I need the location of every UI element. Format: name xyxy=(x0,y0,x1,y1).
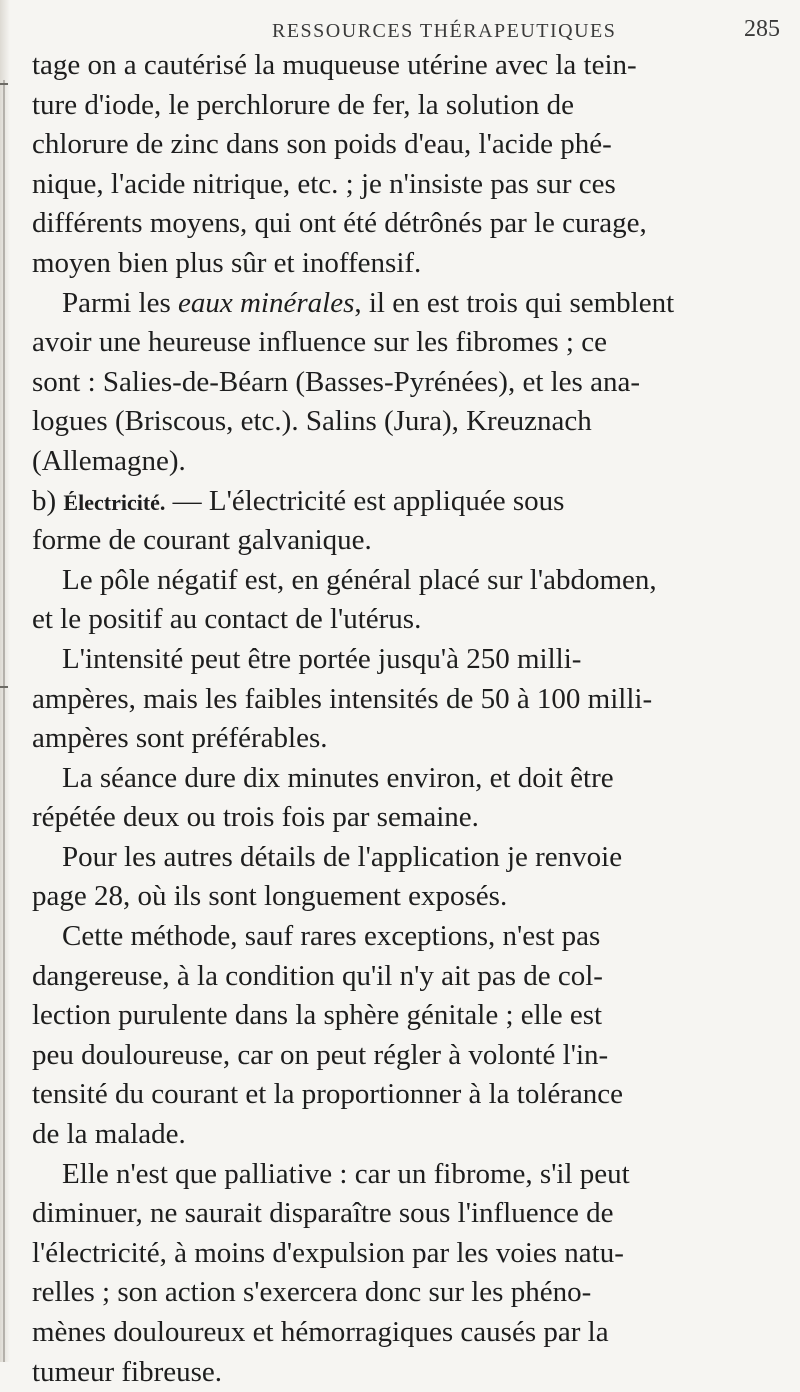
text-line: Parmi les eaux minérales, il en est trois qui semblent xyxy=(62,286,675,319)
text-line: Pour les autres détails de l'application je renvoie xyxy=(62,840,623,873)
text-line: sont : Salies-de-Béarn (Basses-Pyrénées), et les ana- xyxy=(32,365,640,398)
running-head xyxy=(32,6,782,46)
text-line: tage on a cautérisé la muqueuse utérine avec la tein- xyxy=(32,49,637,81)
text-line: dangereuse, à la condition qu'il n'y ait pas de col- xyxy=(32,959,603,992)
text-line: forme de courant galvanique. xyxy=(32,524,372,557)
section-heading: Électricité. xyxy=(63,489,166,515)
text-line: La séance dure dix minutes environ, et doit être xyxy=(62,761,614,794)
text-line: avoir une heureuse influence sur les fibromes ; ce xyxy=(32,326,607,359)
text-line: diminuer, ne saurait disparaître sous l'influence de xyxy=(32,1197,614,1230)
text-line: mènes douloureux et hémorragiques causés par la xyxy=(32,1316,609,1348)
text-line: peu douloureuse, car on peut régler à volonté l'in- xyxy=(32,1038,609,1071)
text-line: ampères, mais les faibles intensités de 50 à 100 milli- xyxy=(32,682,653,715)
text-line: nique, l'acide nitrique, etc. ; je n'insiste pas sur ces xyxy=(32,167,616,200)
text-line: Elle n'est que palliative : car un fibrome, s'il peut xyxy=(62,1157,630,1190)
text-line: moyen bien plus sûr et inoffensif. xyxy=(32,246,422,279)
text-line: b) Électricité. — L'électricité est appliquée sous xyxy=(32,484,565,517)
text-line: de la malade. xyxy=(32,1118,186,1151)
text-line: Cette méthode, sauf rares exceptions, n'est pas xyxy=(62,920,601,953)
text-line: lection purulente dans la sphère génitale ; elle est xyxy=(32,999,603,1032)
book-page xyxy=(32,6,782,1392)
margin-mark xyxy=(0,83,8,85)
text-line: logues (Briscous, etc.). Salins (Jura), Kreuznach xyxy=(32,405,592,438)
text-line: L'intensité peut être portée jusqu'à 250 milli- xyxy=(62,642,582,675)
page-number: 285 xyxy=(744,16,780,42)
text-line: différents moyens, qui ont été détrônés par le curage, xyxy=(32,207,647,240)
text-line: chlorure de zinc dans son poids d'eau, l'acide phé- xyxy=(32,128,612,161)
binding-line xyxy=(3,80,5,1362)
text-line: l'électricité, à moins d'expulsion par les voies natu- xyxy=(32,1236,624,1269)
emphasis: eaux minérales xyxy=(178,286,355,319)
body-text xyxy=(32,46,782,1392)
text-line: répétée deux ou trois fois par semaine. xyxy=(32,801,479,834)
text-line: relles ; son action s'exercera donc sur les phéno- xyxy=(32,1276,592,1309)
text-line: ture d'iode, le perchlorure de fer, la solution de xyxy=(32,88,574,121)
text-line: tensité du courant et la proportionner à la tolérance xyxy=(32,1078,624,1111)
text-line: ampères sont préférables. xyxy=(32,722,328,755)
text-line: page 28, où ils sont longuement exposés. xyxy=(32,880,508,913)
margin-mark xyxy=(0,686,8,688)
text-line: tumeur fibreuse. xyxy=(32,1355,223,1388)
page-edge-shadow xyxy=(0,0,10,1362)
running-title: RESSOURCES THÉRAPEUTIQUES xyxy=(272,20,617,42)
text-line: Le pôle négatif est, en général placé sur l'abdomen, xyxy=(62,563,657,596)
text-line: (Allemagne). xyxy=(32,444,186,477)
text-line: et le positif au contact de l'utérus. xyxy=(32,603,422,636)
